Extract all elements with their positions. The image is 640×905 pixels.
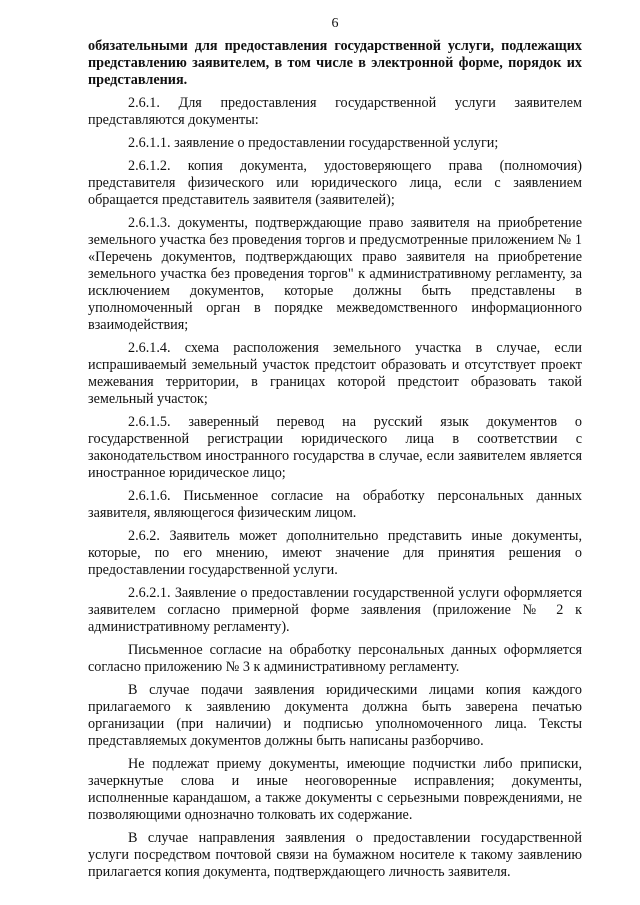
paragraph-2-6-1: 2.6.1. Для предоставления государственной услуги заявителем представляются документы: bbox=[88, 95, 582, 128]
paragraph-postal: В случае направления заявления о предоставлении государственной услуги посредством почтовой связи на бумажном носителе к такому заявлению прилагается копия документа, подтверждающего личность заявителя. bbox=[88, 830, 582, 880]
paragraph-2-6-1-5: 2.6.1.5. заверенный перевод на русский язык документов о государственной регистрации юридического лица в соответствии с законодательством иностранного государства в случае, если заявителем является иностранное юридическое лицо; bbox=[88, 414, 582, 481]
paragraph-2-6-1-6: 2.6.1.6. Письменное согласие на обработку персональных данных заявителя, являющегося физическим лицом. bbox=[88, 488, 582, 521]
paragraph-consent: Письменное согласие на обработку персональных данных оформляется согласно приложению № 3 к административному регламенту. bbox=[88, 642, 582, 675]
paragraph-2-6-1-4: 2.6.1.4. схема расположения земельного участка в случае, если испрашиваемый земельный участок предстоит образовать и отсутствует проект межевания территории, в границах которой предстоит образовать такой земельный участок; bbox=[88, 340, 582, 407]
page-number: 6 bbox=[331, 16, 339, 31]
paragraph-2-6-2-1: 2.6.2.1. Заявление о предоставлении государственной услуги оформляется заявителем согласно примерной форме заявления (приложение № 2 к административному регламенту). bbox=[88, 585, 582, 635]
section-heading: обязательными для предоставления государственной услуги, подлежащих представлению заявителем, в том числе в электронной форме, порядок их представления. bbox=[88, 38, 582, 88]
paragraph-2-6-1-3: 2.6.1.3. документы, подтверждающие право заявителя на приобретение земельного участка без проведения торгов и предусмотренные приложением № 1 «Перечень документов, подтверждающих право заявителя на приобретение земельного участка без проведения торгов" к административному регламенту, за исключением документов, которые должны быть представлены в уполномоченный орган в порядке межведомственного информационного взаимодействия; bbox=[88, 215, 582, 333]
paragraph-2-6-1-1: 2.6.1.1. заявление о предоставлении государственной услуги; bbox=[128, 135, 499, 151]
paragraph-not-accepted: Не подлежат приему документы, имеющие подчистки либо приписки, зачеркнутые слова и иные неоговоренные исправления; документы, исполненные карандашом, а также документы с серьезными повреждениями, не позволяющими однозначно толковать их содержание. bbox=[88, 756, 582, 823]
paragraph-legal-entities: В случае подачи заявления юридическими лицами копия каждого прилагаемого к заявлению документа должна быть заверена печатью организации (при наличии) и подписью уполномоченного лица. Тексты представляемых документов должны быть написаны разборчиво. bbox=[88, 682, 582, 749]
paragraph-2-6-1-2: 2.6.1.2. копия документа, удостоверяющего права (полномочия) представителя физического или юридического лица, если с заявлением обращается представитель заявителя (заявителей); bbox=[88, 158, 582, 208]
paragraph-2-6-2: 2.6.2. Заявитель может дополнительно представить иные документы, которые, по его мнению, имеют значение для принятия решения о предоставлении государственной услуги. bbox=[88, 528, 582, 578]
